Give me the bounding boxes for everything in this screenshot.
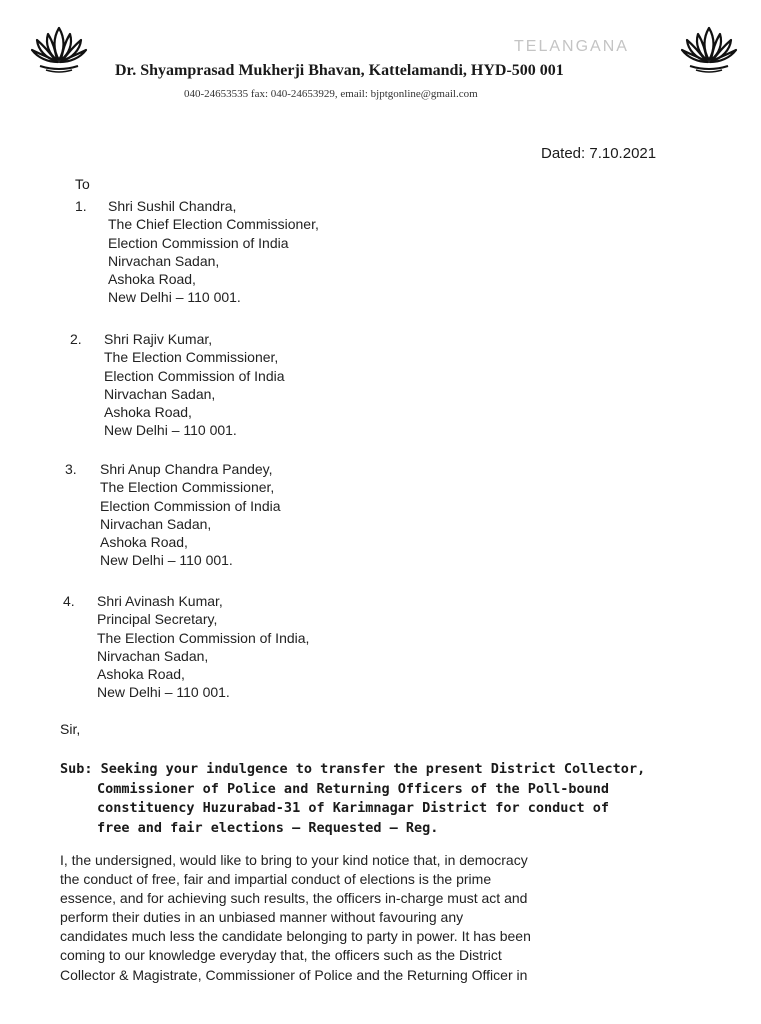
recipient-line: Ashoka Road, xyxy=(108,271,196,288)
recipient-line: Election Commission of India xyxy=(108,234,289,251)
recipient-line: Ashoka Road, xyxy=(100,534,188,551)
subject-line: Sub: Seeking your indulgence to transfer the present District Collector, xyxy=(60,761,646,777)
org-address: Dr. Shyamprasad Mukherji Bhavan, Kattelamandi, HYD-500 001 xyxy=(115,62,564,79)
salutation: Sir, xyxy=(60,721,81,737)
body-line: the conduct of free, fair and impartial conduct of elections is the prime xyxy=(60,871,492,888)
recipient-number: 3. xyxy=(65,461,77,477)
recipient-line: Nirvachan Sadan, xyxy=(108,252,220,269)
subject-line: free and fair elections – Requested – Reg. xyxy=(97,819,439,836)
recipient-number: 1. xyxy=(75,198,87,214)
recipient-number: 4. xyxy=(63,593,75,609)
body-line: Collector & Magistrate, Commissioner of Police and the Returning Officer in xyxy=(60,966,528,983)
recipient-line: The Election Commissioner, xyxy=(104,349,279,366)
recipient-line: Ashoka Road, xyxy=(104,404,192,421)
recipient-line: Principal Secretary, xyxy=(97,611,218,628)
subject-line: Commissioner of Police and Returning Officers of the Poll-bound xyxy=(97,780,610,797)
contact-info: 040-24653535 fax: 040-24653929, email: bjptgonline@gmail.com xyxy=(184,88,478,100)
recipient-line: Ashoka Road, xyxy=(97,666,185,683)
body-line: candidates much less the candidate belonging to party in power. It has been xyxy=(60,928,531,945)
letter-date: Dated: 7.10.2021 xyxy=(541,145,657,162)
recipient-line: The Chief Election Commissioner, xyxy=(108,216,319,233)
body-line: I, the undersigned, would like to bring to your kind notice that, in democracy xyxy=(60,852,528,868)
recipient-line: Nirvachan Sadan, xyxy=(100,515,212,532)
recipient-line: Election Commission of India xyxy=(100,497,281,514)
recipient-line: Shri Anup Chandra Pandey, xyxy=(100,461,273,477)
subject-block xyxy=(60,760,700,838)
recipient-line: Nirvachan Sadan, xyxy=(97,647,209,664)
body-line: coming to our knowledge everyday that, the officers such as the District xyxy=(60,947,502,964)
recipient-line: New Delhi – 110 001. xyxy=(108,289,241,306)
recipient-line: The Election Commission of India, xyxy=(97,629,310,646)
recipient-line: Election Commission of India xyxy=(104,367,285,384)
recipient-line: New Delhi – 110 001. xyxy=(100,552,233,569)
lotus-icon xyxy=(676,20,742,76)
recipient-line: Shri Sushil Chandra, xyxy=(108,198,237,214)
recipient-number: 2. xyxy=(70,331,82,347)
body-paragraph xyxy=(60,851,700,985)
subject-line: constituency Huzurabad-31 of Karimnagar District for conduct of xyxy=(97,800,610,817)
lotus-icon xyxy=(26,20,92,76)
body-line: perform their duties in an unbiased manner without favouring any xyxy=(60,909,464,926)
recipient-line: Shri Avinash Kumar, xyxy=(97,593,223,609)
recipient-line: New Delhi – 110 001. xyxy=(97,684,230,701)
to-label: To xyxy=(75,176,90,192)
recipient-line: The Election Commissioner, xyxy=(100,479,275,496)
recipient-line: Nirvachan Sadan, xyxy=(104,385,216,402)
state-watermark: TELANGANA xyxy=(514,38,629,55)
recipient-line: New Delhi – 110 001. xyxy=(104,422,237,439)
body-line: essence, and for achieving such results, the officers in-charge must act and xyxy=(60,890,528,907)
recipient-line: Shri Rajiv Kumar, xyxy=(104,331,213,347)
